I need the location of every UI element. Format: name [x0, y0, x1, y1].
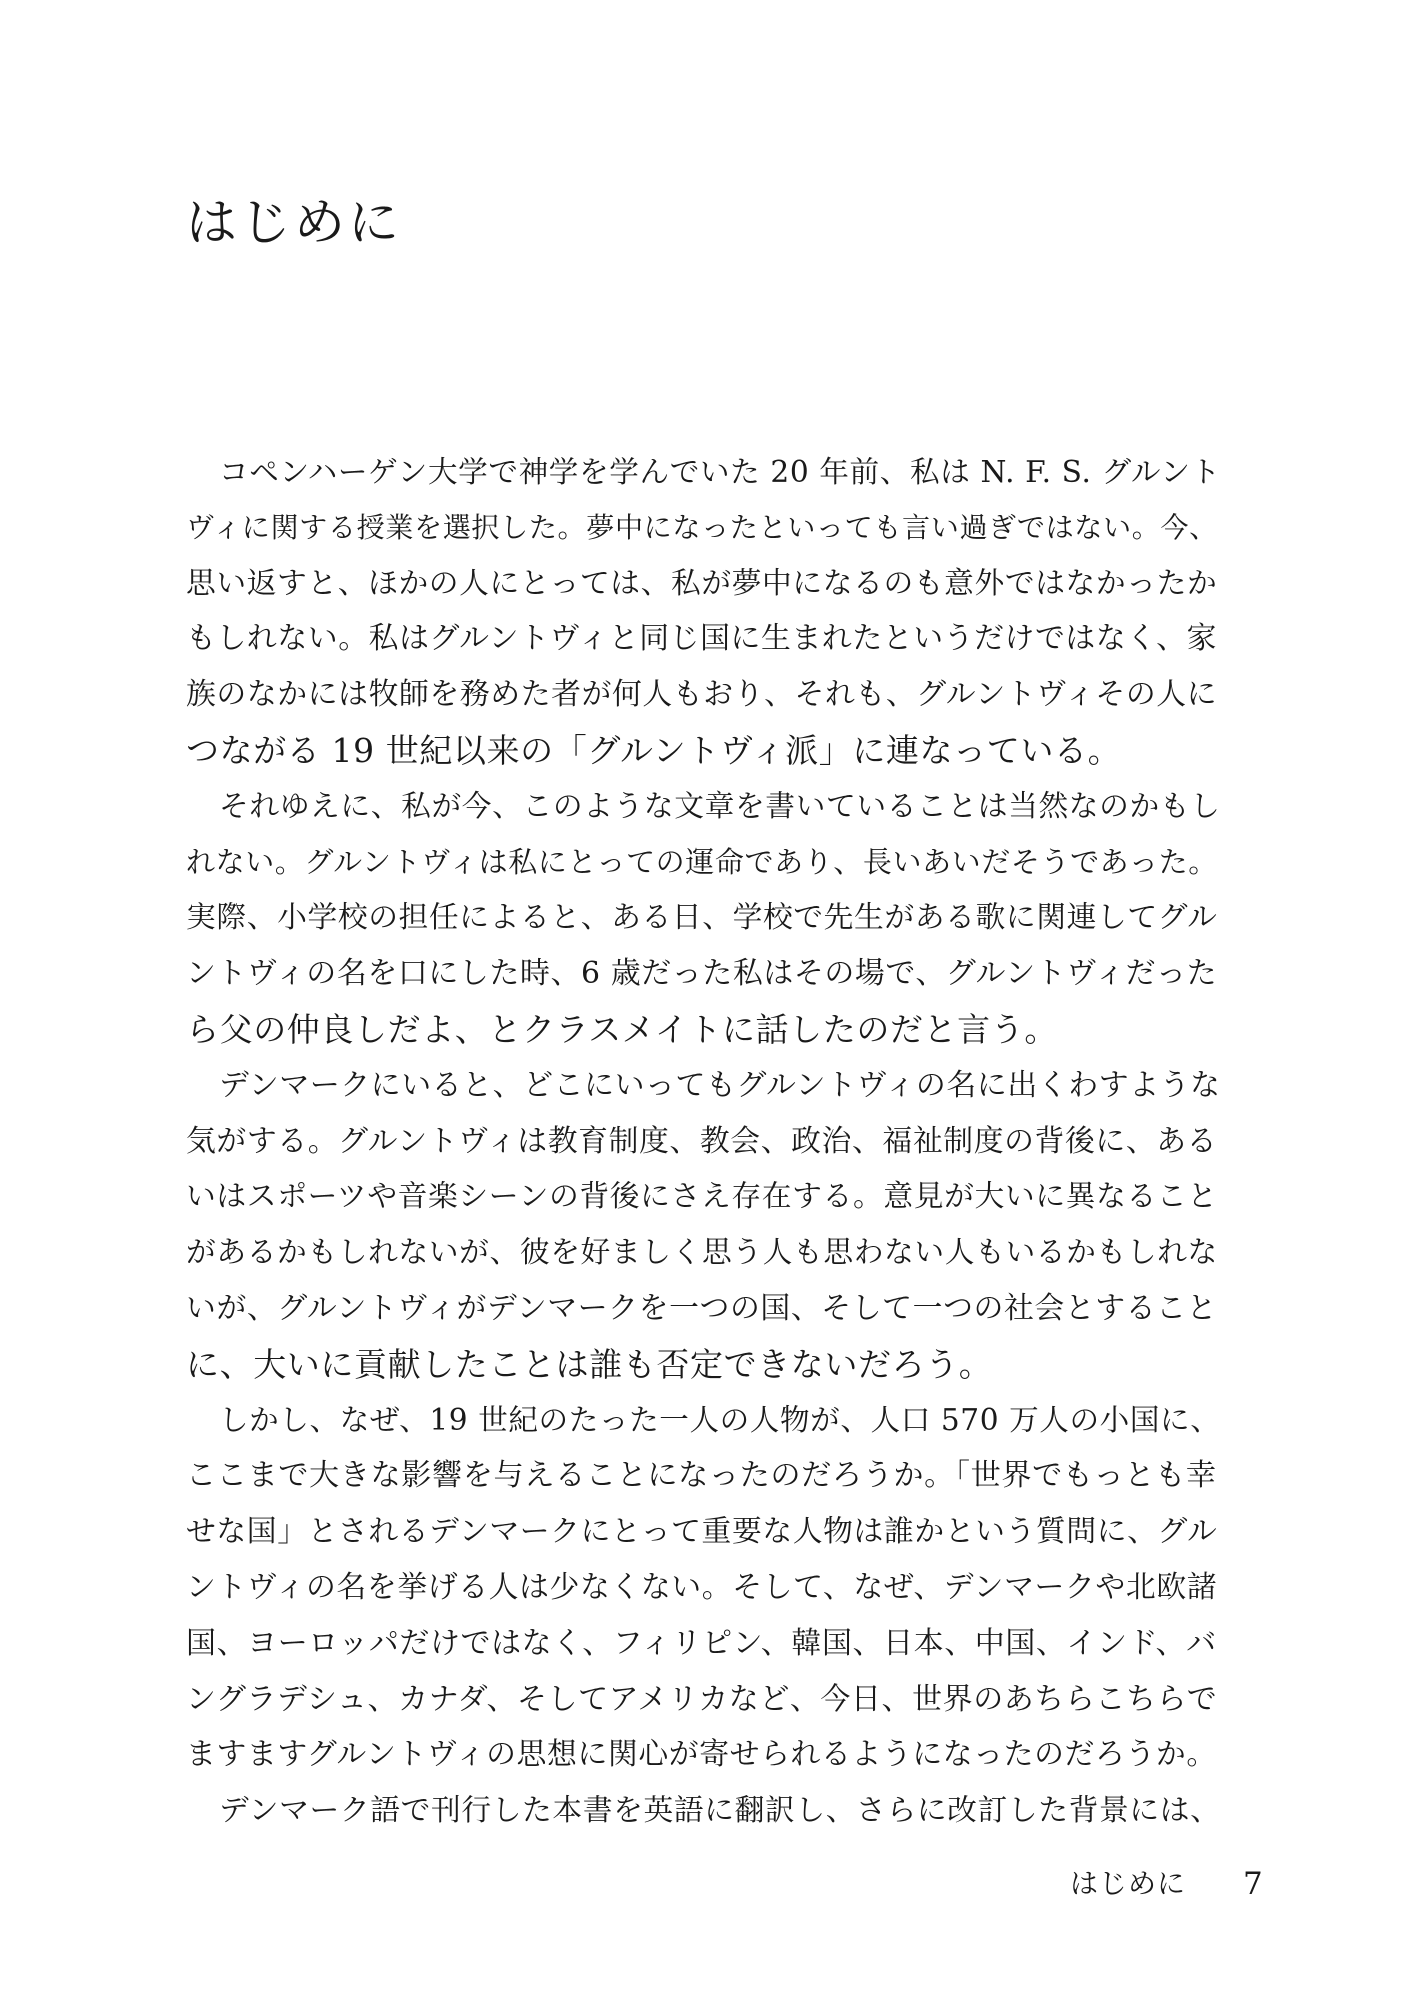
- paragraph-3-line-1: デンマークにいると、どこにいってもグルントヴィの名に出くわすような: [219, 1067, 1221, 1103]
- paragraph-4-line-6: ングラデシュ、カナダ、そしてアメリカなど、今日、世界のあちらこちらで: [186, 1681, 1218, 1717]
- paragraph-2-line-4: ントヴィの名を口にした時、6 歳だった私はその場で、グルントヴィだった: [186, 956, 1218, 992]
- paragraph-4-line-1: しかし、なぜ、19 世紀のたった一人の人物が、人口 570 万人の小国に、: [219, 1402, 1221, 1437]
- paragraph-3-line-6: に、大いに貢献したことは誰も否定できないだろう。: [186, 1344, 993, 1384]
- paragraph-1-line-2: ヴィに関する授業を選択した。夢中になったといっても言い過ぎではない。今、: [186, 510, 1218, 544]
- paragraph-2-line-2: れない。グルントヴィは私にとっての運命であり、長いあいだそうであった。: [186, 844, 1218, 879]
- paragraph-3-line-2: 気がする。グルントヴィは教育制度、教会、政治、福祉制度の背後に、ある: [186, 1123, 1218, 1159]
- paragraph-3-line-3: いはスポーツや音楽シーンの背後にさえ存在する。意見が大いに異なること: [186, 1179, 1218, 1215]
- paragraph-4-line-2: ここまで大きな影響を与えることになったのだろうか。「世界でもっとも幸: [186, 1458, 1217, 1494]
- paragraph-1-line-5: 族のなかには牧師を務めた者が何人もおり、それも、グルントヴィその人に: [186, 677, 1218, 713]
- paragraph-1-line-6: つながる 19 世紀以来の「グルントヴィ派」に連なっている。: [186, 730, 1122, 770]
- paragraph-5-line-1: デンマーク語で刊行した本書を英語に翻訳し、さらに改訂した背景には、: [219, 1793, 1221, 1829]
- paragraph-4-line-4: ントヴィの名を挙げる人は少なくない。そして、なぜ、デンマークや北欧諸: [186, 1569, 1218, 1605]
- chapter-title: はじめに: [186, 194, 403, 253]
- paragraph-1-line-4: もしれない。私はグルントヴィと同じ国に生まれたというだけではなく、家: [186, 621, 1218, 657]
- paragraph-4-line-3: せな国」とされるデンマークにとって重要な人物は誰かという質問に、グル: [186, 1514, 1218, 1550]
- paragraph-4-line-7: ますますグルントヴィの思想に関心が寄せられるようになったのだろうか。: [186, 1737, 1217, 1773]
- paragraph-2-line-1: それゆえに、私が今、このような文章を書いていることは当然なのかもし: [219, 788, 1221, 824]
- page-number: 7: [1243, 1866, 1263, 1902]
- paragraph-2-line-5: ら父の仲良しだよ、とクラスメイトに話したのだと言う。: [186, 1009, 1058, 1049]
- paragraph-3-line-4: があるかもしれないが、彼を好ましく思う人も思わない人もいるかもしれな: [186, 1235, 1218, 1271]
- paragraph-3-line-5: いが、グルントヴィがデンマークを一つの国、そして一つの社会とすること: [186, 1290, 1218, 1326]
- body-text: [186, 444, 1226, 1839]
- paragraph-1-line-1: コペンハーゲン大学で神学を学んでいた 20 年前、私は N. F. S. グルント: [219, 454, 1221, 489]
- running-head: はじめに: [1070, 1867, 1187, 1900]
- page-footer: [1070, 1864, 1270, 1904]
- paragraph-4-line-5: 国、ヨーロッパだけではなく、フィリピン、韓国、日本、中国、インド、バ: [186, 1625, 1217, 1661]
- paragraph-1-line-3: 思い返すと、ほかの人にとっては、私が夢中になるのも意外ではなかったか: [186, 565, 1218, 601]
- paragraph-2-line-3: 実際、小学校の担任によると、ある日、学校で先生がある歌に関連してグル: [186, 900, 1218, 936]
